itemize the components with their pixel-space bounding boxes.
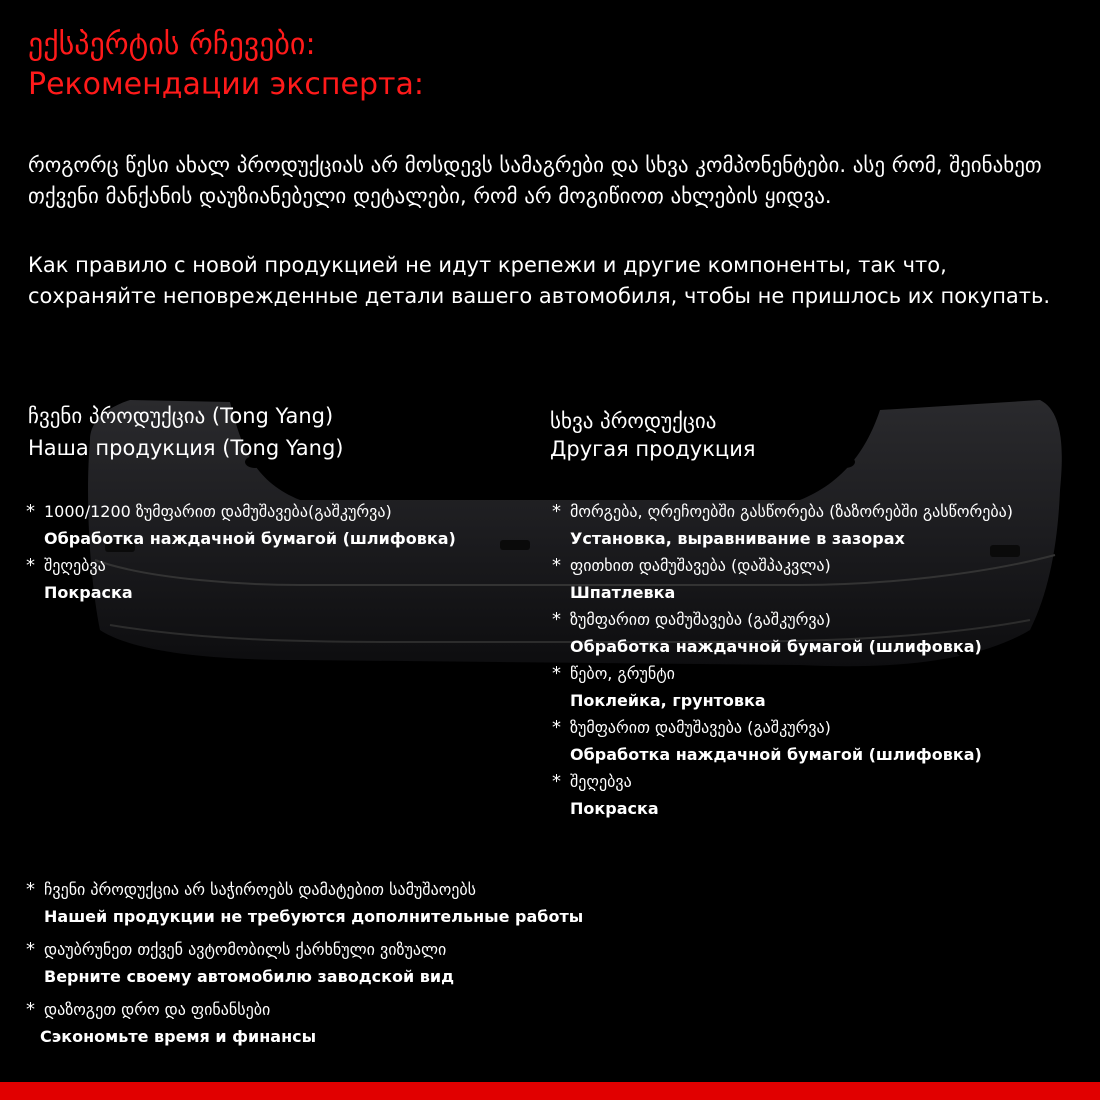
bullet-star-icon: *	[26, 999, 35, 1020]
our-product-heading-georgian: ჩვენი პროდუქცია (Tong Yang)	[28, 404, 334, 428]
list-item	[552, 714, 1013, 768]
list-item	[26, 876, 583, 930]
item-russian: Покраска	[570, 799, 659, 818]
item-russian: Сэкономьте время и финансы	[40, 1027, 317, 1046]
item-georgian: ჩვენი პროდუქცია არ საჭიროებს დამატებით სამუშაოებს	[44, 880, 477, 899]
item-russian: Покраска	[44, 583, 133, 602]
list-item	[26, 552, 456, 606]
bullet-star-icon: *	[26, 555, 35, 576]
item-russian: Обработка наждачной бумагой (шлифовка)	[44, 529, 456, 548]
item-georgian: შეღებვა	[44, 556, 106, 575]
list-item	[552, 498, 1013, 552]
bullet-star-icon: *	[26, 501, 35, 522]
title-russian: Рекомендации эксперта:	[28, 67, 424, 102]
item-russian: Обработка наждачной бумагой (шлифовка)	[570, 637, 982, 656]
item-georgian: ფითხით დამუშავება (დაშპაკვლა)	[570, 556, 831, 575]
bullet-star-icon: *	[26, 939, 35, 960]
item-russian: Обработка наждачной бумагой (шлифовка)	[570, 745, 982, 764]
bullet-star-icon: *	[552, 771, 561, 792]
title-georgian: ექსპერტის რჩევები:	[28, 27, 316, 62]
list-item	[26, 996, 583, 1050]
benefits-list	[26, 876, 583, 1050]
intro-georgian: როგორც წესი ახალ პროდუქციას არ მოსდევს სამაგრები და სხვა კომპონენტები. ასე რომ, შეინახეთ თქვენი მანქანის დაუზიანებელი დეტალები, რომ არ მოგიწიოთ ახლების ყიდვა.	[28, 153, 1042, 208]
other-product-list	[552, 498, 1013, 822]
bullet-star-icon: *	[552, 609, 561, 630]
our-product-list	[26, 498, 456, 606]
item-russian: Верните своему автомобилю заводской вид	[44, 967, 454, 986]
item-georgian: მორგება, ღრეჩოებში გასწორება (ზაზორებში გასწორება)	[570, 502, 1013, 521]
item-georgian: წებო, გრუნტი	[570, 664, 675, 683]
item-georgian: დაზოგეთ დრო და ფინანსები	[44, 1000, 271, 1019]
item-georgian: ზუმფარით დამუშავება (გაშკურვა)	[570, 718, 831, 737]
our-product-heading-russian: Наша продукция (Tong Yang)	[28, 436, 344, 460]
list-item	[26, 936, 583, 990]
list-item	[552, 552, 1013, 606]
item-russian: Поклейка, грунтовка	[570, 691, 766, 710]
list-item	[552, 660, 1013, 714]
list-item	[552, 768, 1013, 822]
other-product-heading-russian: Другая продукция	[550, 437, 756, 461]
bullet-star-icon: *	[552, 555, 561, 576]
list-item	[552, 606, 1013, 660]
bottom-accent-bar	[0, 1082, 1100, 1100]
bullet-star-icon: *	[552, 501, 561, 522]
item-georgian: დაუბრუნეთ თქვენ ავტომობილს ქარხნული ვიზუალი	[44, 940, 447, 959]
other-product-heading-georgian: სხვა პროდუქცია	[550, 409, 717, 433]
bullet-star-icon: *	[26, 879, 35, 900]
item-georgian: ზუმფარით დამუშავება (გაშკურვა)	[570, 610, 831, 629]
item-russian: Шпатлевка	[570, 583, 676, 602]
item-georgian: შეღებვა	[570, 772, 632, 791]
item-russian: Установка, выравнивание в зазорах	[570, 529, 905, 548]
item-georgian: 1000/1200 ზუმფარით დამუშავება(გაშკურვა)	[44, 502, 392, 521]
item-russian: Нашей продукции не требуются дополнительные работы	[44, 907, 584, 926]
bullet-star-icon: *	[552, 663, 561, 684]
list-item	[26, 498, 456, 552]
bullet-star-icon: *	[552, 717, 561, 738]
intro-russian: Как правило с новой продукцией не идут крепежи и другие компоненты, так что, сохраняйте неповрежденные детали вашего автомобиля, чтобы не пришлось их покупать.	[28, 253, 1051, 308]
